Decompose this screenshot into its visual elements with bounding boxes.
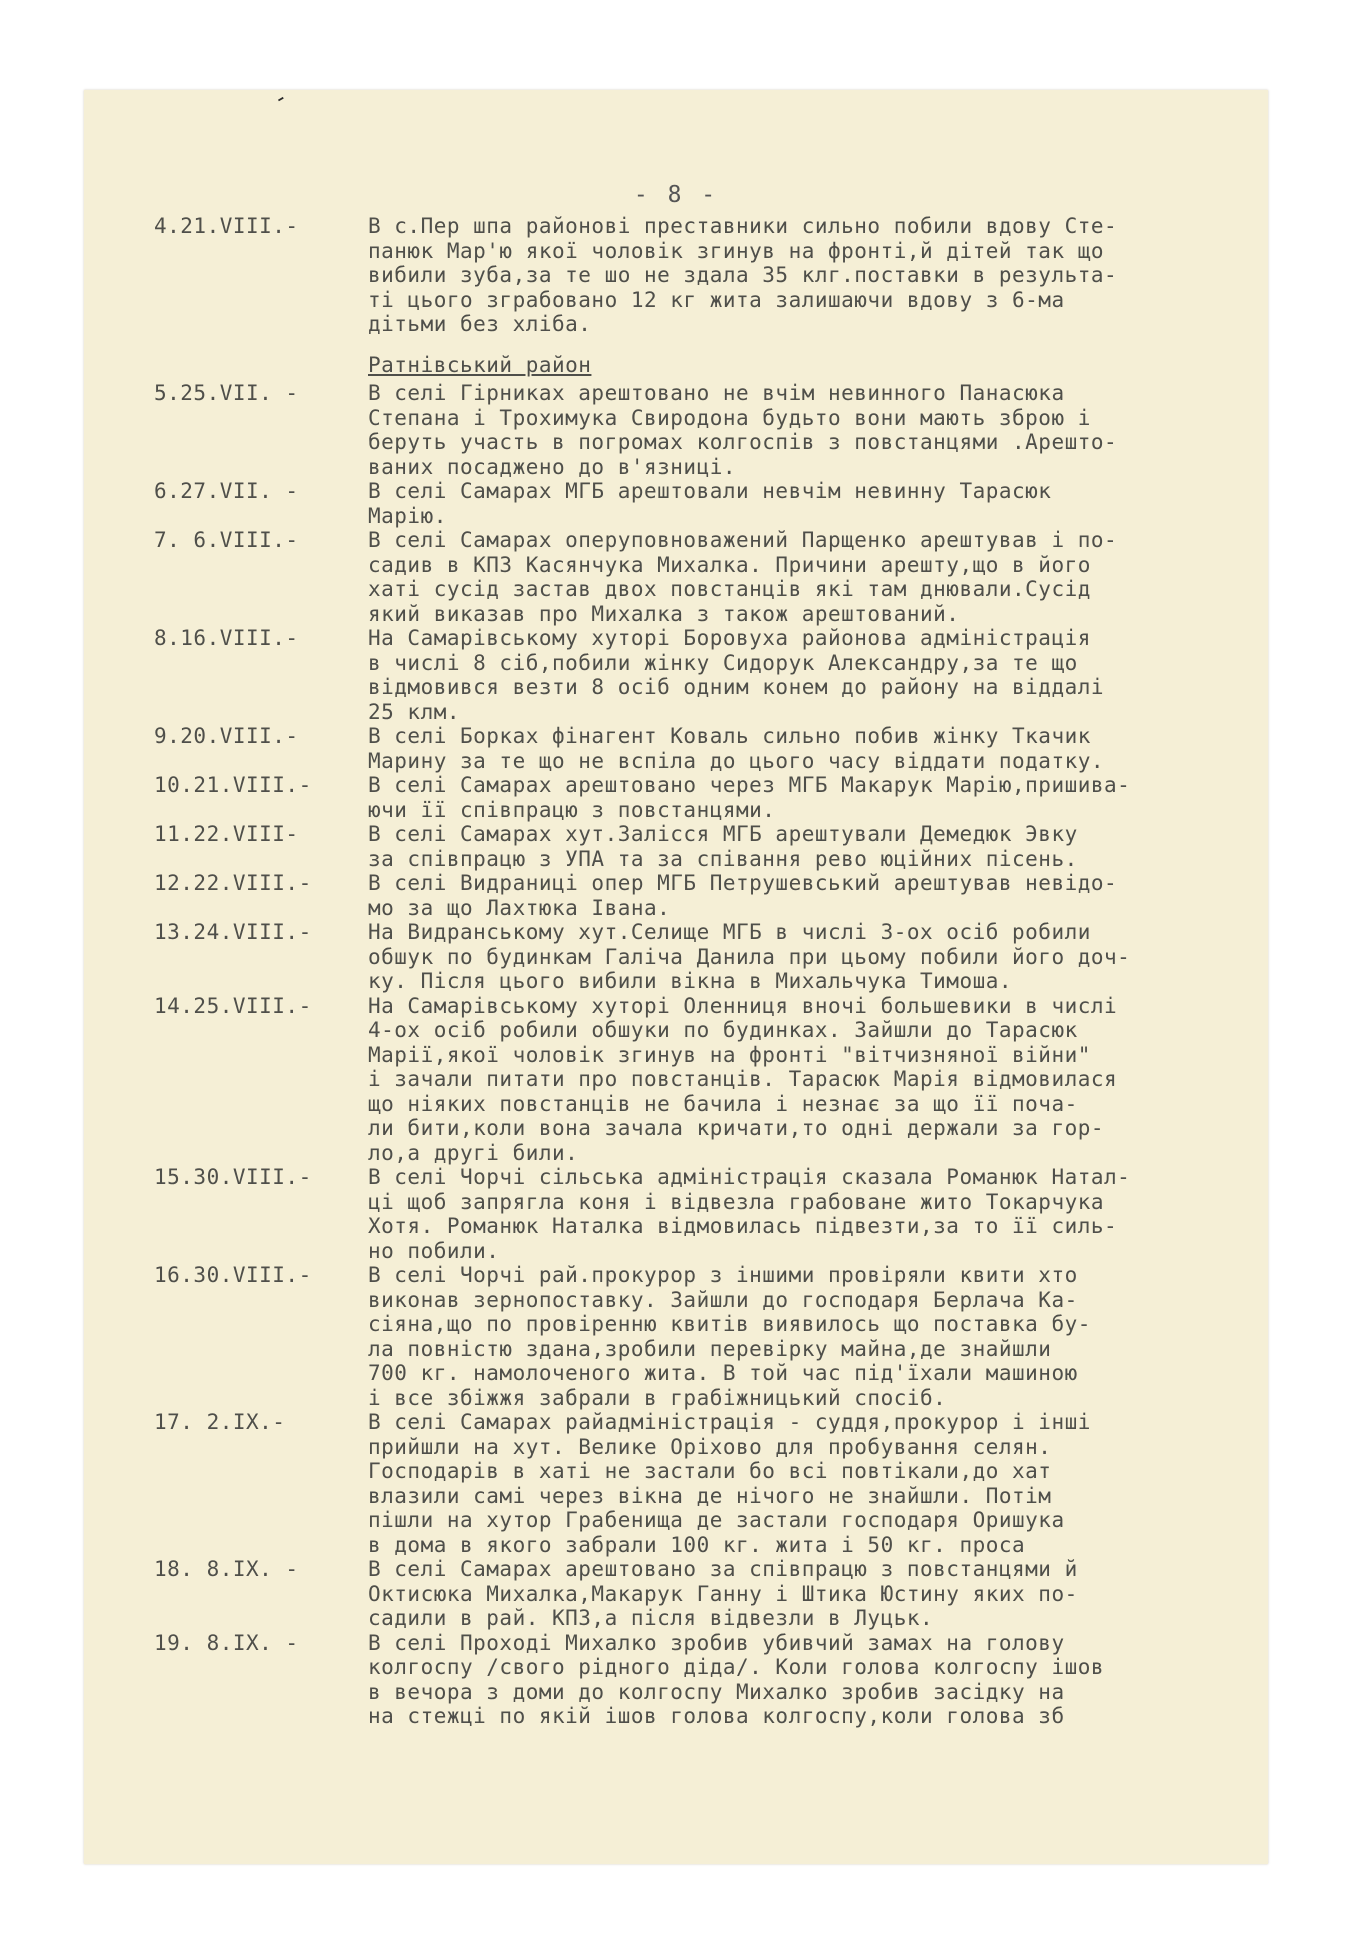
entry-19 bbox=[84, 1631, 1268, 1729]
entry-date: 18. 8.IX. - bbox=[154, 1557, 299, 1581]
entry-text: В селі Самарах арештовано за співпрацю з повстанцями й Октисюка Михалка,Макарук Ганну і Штика Юстину яких по- садили в рай. КПЗ,а після відвезли в Луцьк. bbox=[368, 1557, 1078, 1630]
entry-date: 8.16.VIII.- bbox=[154, 626, 299, 650]
entry-15 bbox=[84, 1165, 1268, 1263]
entry-5 bbox=[84, 381, 1268, 479]
district-title: Ратнівський район bbox=[368, 352, 592, 377]
entry-text: В селі Самарах МГБ арештовали невчім невинну Тарасюк Марію. bbox=[368, 479, 1052, 528]
entry-12 bbox=[84, 871, 1268, 920]
entry-date: 4.21.VIII.- bbox=[154, 214, 299, 238]
entry-14 bbox=[84, 994, 1268, 1166]
entry-text: В селі Гірниках арештовано не вчім невинного Панасюка Степана і Трохимука Свиродона будьто вони мають зброю і беруть участь в погромах колгоспів з повстанцями .Арешто- ваних посаджено до в'язниці. bbox=[368, 381, 1118, 479]
entry-date: 13.24.VIII.- bbox=[154, 920, 312, 944]
entry-text: В селі Чорчі сільська адміністрація сказала Романюк Натал- ці щоб запрягла коня і відвезла грабоване жито Токарчука Хотя. Романюк Наталка відмовилась підвезти,за то її силь- но побили. bbox=[368, 1165, 1131, 1263]
entry-text: В селі Самарах арештовано через МГБ Макарук Марію,пришива- ючи її співпрацю з повстанцями. bbox=[368, 773, 1131, 822]
entry-4 bbox=[84, 214, 1268, 337]
entry-7 bbox=[84, 528, 1268, 626]
document-page bbox=[84, 84, 1268, 1864]
entry-text: На Самарівському хуторі Оленниця вночі большевики в числі 4-ох осіб робили обшуки по будинках. Зайшли до Тарасюк Марії,якої чоловік згинув на фронті "вітчизняної війни" і зачали питати про повстанців. Тарасюк Марія відмовилася що ніяких повстанців не бачила і незнає за що її поча- ли бити,коли вона зачала кричати,то одні держали за гор- ло,а другі били. bbox=[368, 993, 1118, 1165]
document-body bbox=[84, 214, 1268, 1729]
entry-date: 16.30.VIII.- bbox=[154, 1263, 312, 1287]
entry-date: 10.21.VIII.- bbox=[154, 773, 312, 797]
entry-13 bbox=[84, 920, 1268, 994]
entry-text: В селі Самарах оперуповноважений Парщенко арештував і по- садив в КПЗ Касянчука Михалка. Причини арешту,що в його хаті сусід застав двох повстанців які там днювали.Сусід який виказав про Михалка з також арештований. bbox=[368, 528, 1118, 626]
entry-16 bbox=[84, 1263, 1268, 1410]
entry-6 bbox=[84, 479, 1268, 528]
entry-8 bbox=[84, 626, 1268, 724]
entry-date: 5.25.VII. - bbox=[154, 381, 299, 405]
entry-text: В селі Самарах хут.Залісся МГБ арештували Демедюк Эвку за співпрацю з УПА та за співання рево юційних пісень. bbox=[368, 822, 1078, 871]
entry-text: В селі Самарах райадміністрація - суддя,прокурор і інші прийшли на хут. Велике Оріхово для пробування селян. Господарів в хаті не застали бо всі повтікали,до хат влазили самі через вікна де нічого не знайшли. Потім пішли на хутор Грабенища де застали господаря Оришука в дома в якого забрали 100 кг. жита і 50 кг. проса bbox=[368, 1410, 1091, 1557]
entry-text: В селі Чорчі рай.прокурор з іншими провіряли квити хто виконав зернопоставку. Зайшли до господаря Берлача Ка- сіяна,що по провіренню квитів виявилось що поставка бу- ла повністю здана,зробили перевірку майна,де знайшли 700 кг. намолоченого жита. В той час під'їхали машиною і все збіжжя забрали в грабіжницький спосіб. bbox=[368, 1263, 1091, 1410]
entry-date: 7. 6.VIII.- bbox=[154, 528, 299, 552]
entry-9 bbox=[84, 724, 1268, 773]
entry-date: 17. 2.IX.- bbox=[154, 1410, 286, 1434]
entry-date: 12.22.VIII.- bbox=[154, 871, 312, 895]
entry-17 bbox=[84, 1410, 1268, 1557]
entry-text: В с.Пер шпа районові преставники сильно побили вдову Сте- панюк Мар'ю якої чоловік згинув на фронті,й дітей так що вибили зуба,за те шо не здала 35 клг.поставки в результа- ті цього зграбовано 12 кг жита залишаючи вдову з 6-ма дітьми без хліба. bbox=[368, 214, 1118, 336]
entry-text: На Видранському хут.Селище МГБ в числі 3-ох осіб робили обшук по будинкам Галіча Данила при цьому побили його доч- ку. Після цього вибили вікна в Михальчука Тимоша. bbox=[368, 920, 1131, 993]
entry-date: 6.27.VII. - bbox=[154, 479, 299, 503]
entry-18 bbox=[84, 1557, 1268, 1631]
entry-10 bbox=[84, 773, 1268, 822]
entry-date: 19. 8.IX. - bbox=[154, 1630, 299, 1655]
entry-text: В селі Борках фінагент Коваль сильно побив жінку Ткачик Марину за те що не вспіла до цього часу віддати податку. bbox=[368, 724, 1105, 773]
entry-text: На Самарівському хуторі Боровуха районова адміністрація в числі 8 сіб,побили жінку Сидорук Александру,за те що відмовився везти 8 осіб одним конем до району на віддалі 25 клм. bbox=[368, 626, 1105, 724]
pencil-mark: - bbox=[268, 84, 294, 113]
entry-date: 11.22.VIII- bbox=[154, 822, 299, 846]
entry-text: В селі Видраниці опер МГБ Петрушевський арештував невідо- мо за що Лахтюка Івана. bbox=[368, 871, 1118, 920]
entry-text: В селі Проході Михалко зробив убивчий замах на голову колгоспу /свого рідного діда/. Коли голова колгоспу ішов в вечора з доми до колгоспу Михалко зробив засідку на на стежці по якій ішов голова колгоспу,коли голова зб bbox=[368, 1630, 1105, 1728]
entry-11 bbox=[84, 822, 1268, 871]
entry-date: 9.20.VIII.- bbox=[154, 724, 299, 748]
entry-date: 15.30.VIII.- bbox=[154, 1165, 312, 1189]
page-number: - 8 - bbox=[633, 182, 719, 208]
entry-date: 14.25.VIII.- bbox=[154, 993, 312, 1018]
